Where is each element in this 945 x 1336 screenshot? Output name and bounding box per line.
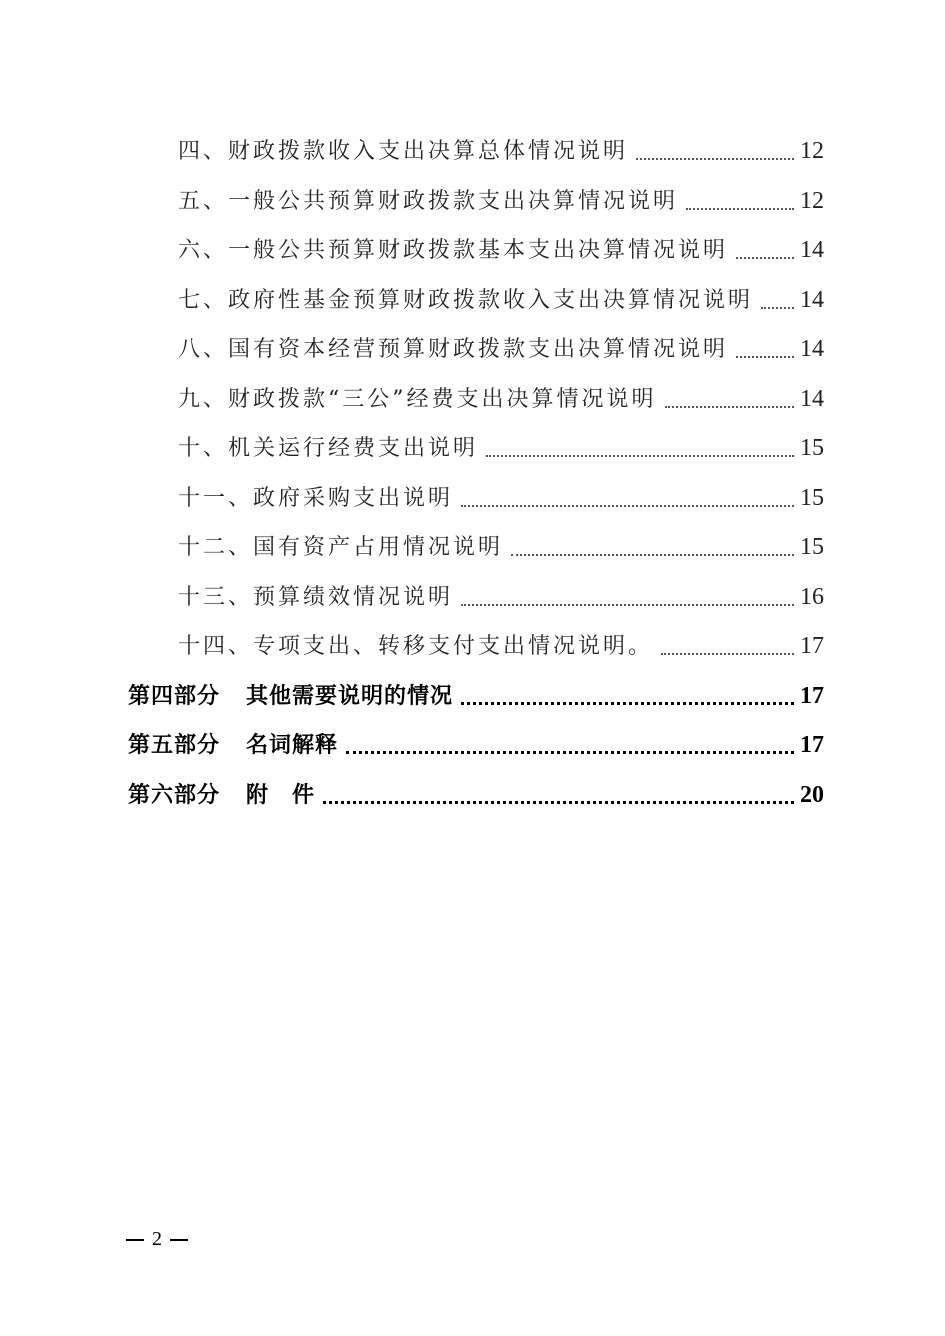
toc-entry[interactable]	[178, 134, 824, 168]
toc-part-label	[128, 728, 338, 762]
toc-entry-label: 十一、政府采购支出说明	[178, 486, 454, 511]
toc-entry-page: 16	[800, 584, 824, 610]
toc-entry-page: 14	[800, 287, 824, 313]
toc-entry-label: 十三、预算绩效情况说明	[178, 585, 454, 610]
toc-entry-page: 17	[800, 633, 824, 659]
toc-part-number: 第五部分	[128, 732, 221, 758]
toc-entry[interactable]	[178, 233, 824, 267]
toc-leader	[686, 208, 794, 210]
toc-part-number: 第四部分	[128, 683, 221, 709]
toc-entry[interactable]	[178, 332, 824, 366]
toc-entry-page: 14	[800, 336, 824, 362]
toc-part-label	[128, 679, 453, 713]
toc-part-title: 其他需要说明的情况	[246, 683, 454, 709]
page-number-footer	[126, 1228, 188, 1251]
toc-entry-label: 十二、国有资产占用情况说明	[178, 535, 504, 560]
toc-entry-label: 四、财政拨款收入支出决算总体情况说明	[178, 139, 629, 164]
toc-entry-label: 九、财政拨款“三公”经费支出决算情况说明	[178, 387, 657, 412]
toc-leader	[736, 356, 794, 358]
toc-entry-page: 12	[800, 138, 824, 164]
toc-entry-label: 六、一般公共预算财政拨款基本支出决算情况说明	[178, 238, 729, 263]
toc-part-title: 名词解释	[246, 732, 339, 758]
toc-leader	[461, 702, 794, 705]
toc-entry-page: 15	[800, 485, 824, 511]
toc-entry[interactable]	[178, 431, 824, 465]
toc-leader	[736, 257, 794, 259]
toc-entry[interactable]	[178, 283, 824, 317]
toc-part-entry[interactable]	[128, 778, 824, 812]
toc-entry-page: 14	[800, 237, 824, 263]
toc-entry[interactable]	[178, 184, 824, 218]
toc-part-page: 17	[800, 683, 824, 709]
toc-entry[interactable]	[178, 629, 824, 663]
toc-entry-label: 五、一般公共预算财政拨款支出决算情况说明	[178, 189, 679, 214]
toc-leader	[661, 653, 794, 655]
toc-entry[interactable]	[178, 530, 824, 564]
page-number: 2	[152, 1228, 162, 1250]
toc-leader	[511, 554, 794, 556]
toc-part-page: 20	[800, 782, 824, 808]
toc-leader	[461, 604, 794, 606]
toc-entry-page: 14	[800, 386, 824, 412]
toc-entry[interactable]	[178, 382, 824, 416]
toc-part-entry[interactable]	[128, 728, 824, 762]
toc-part-entry[interactable]	[128, 679, 824, 713]
toc-leader	[346, 751, 794, 754]
toc-part-number: 第六部分	[128, 782, 221, 808]
toc-part-label	[128, 778, 315, 812]
toc-entry-label: 十、机关运行经费支出说明	[178, 436, 479, 461]
toc-part-title: 附 件	[246, 782, 316, 808]
toc-leader	[461, 505, 794, 507]
toc-leader	[761, 307, 794, 309]
toc-leader	[323, 801, 794, 804]
toc-entry-page: 15	[800, 534, 824, 560]
toc-entry[interactable]	[178, 481, 824, 515]
toc-entry-label: 七、政府性基金预算财政拨款收入支出决算情况说明	[178, 288, 754, 313]
toc-leader	[486, 455, 794, 457]
toc-part-page: 17	[800, 732, 824, 758]
toc-entry-page: 12	[800, 188, 824, 214]
toc-entry-page: 15	[800, 435, 824, 461]
toc-leader	[665, 406, 795, 408]
toc-leader	[636, 158, 794, 160]
toc-entry-label: 十四、专项支出、转移支付支出情况说明。	[178, 634, 654, 659]
toc-entry[interactable]	[178, 580, 824, 614]
toc-entry-label: 八、国有资本经营预算财政拨款支出决算情况说明	[178, 337, 729, 362]
dash-right	[170, 1239, 188, 1241]
dash-left	[126, 1239, 144, 1241]
